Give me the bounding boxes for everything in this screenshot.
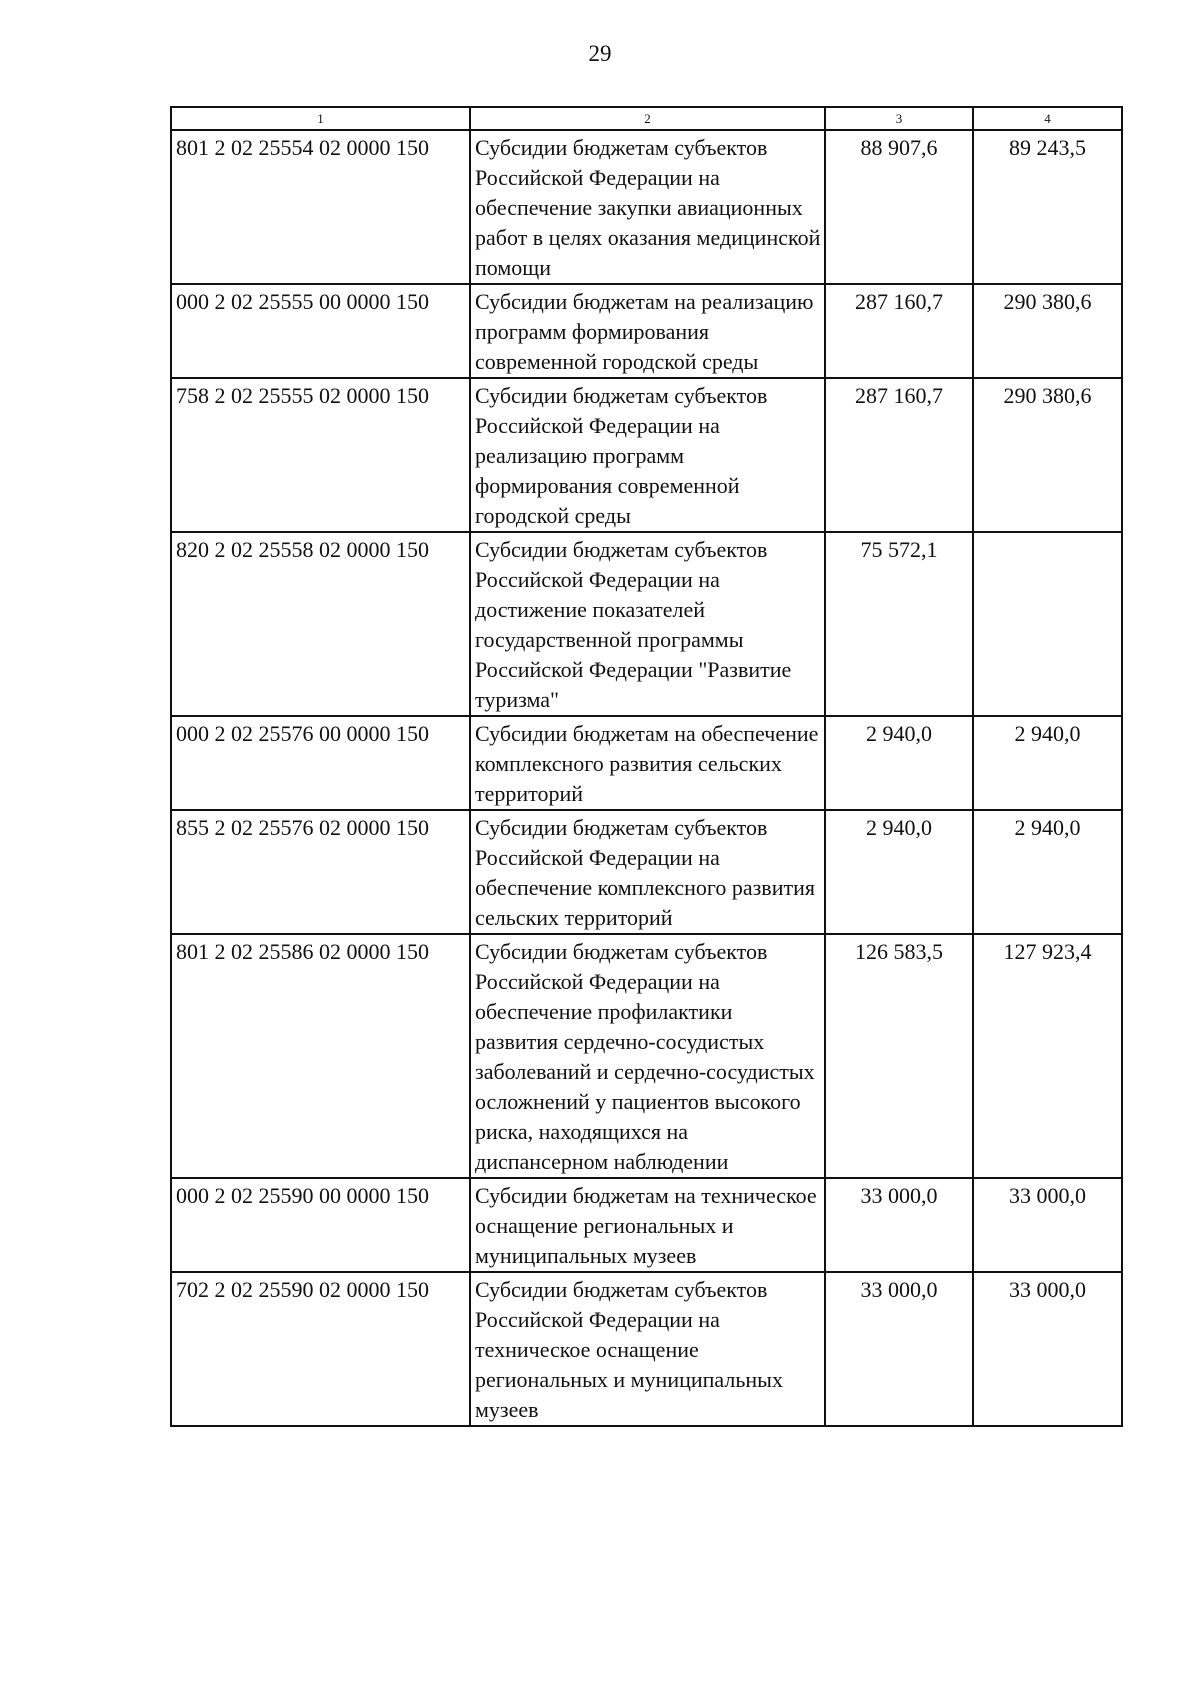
budget-code: 758 2 02 25555 02 0000 150 bbox=[171, 378, 470, 532]
item-description: Субсидии бюджетам субъектов Российской Федерации на техническое оснащение региональных и муниципальных музеев bbox=[470, 1272, 825, 1426]
column-header-4: 4 bbox=[973, 107, 1122, 130]
table-row bbox=[171, 934, 1122, 1178]
page-number: 29 bbox=[588, 41, 612, 66]
column-header-2: 2 bbox=[470, 107, 825, 130]
table-row bbox=[171, 810, 1122, 934]
column-header-3: 3 bbox=[825, 107, 973, 130]
amount-col3: 33 000,0 bbox=[825, 1178, 973, 1272]
table-row bbox=[171, 716, 1122, 810]
item-description: Субсидии бюджетам субъектов Российской Федерации на обеспечение закупки авиационных работ в целях оказания медицинской помощи bbox=[470, 130, 825, 284]
amount-col4: 290 380,6 bbox=[973, 284, 1122, 378]
amount-col3: 2 940,0 bbox=[825, 810, 973, 934]
amount-col4: 2 940,0 bbox=[973, 716, 1122, 810]
table-row bbox=[171, 1272, 1122, 1426]
item-description: Субсидии бюджетам субъектов Российской Федерации на достижение показателей государственной программы Российской Федерации "Развитие туризма" bbox=[470, 532, 825, 716]
budget-table bbox=[170, 106, 1123, 1427]
amount-col3: 33 000,0 bbox=[825, 1272, 973, 1426]
budget-code: 000 2 02 25555 00 0000 150 bbox=[171, 284, 470, 378]
table-row bbox=[171, 130, 1122, 284]
amount-col4: 89 243,5 bbox=[973, 130, 1122, 284]
table-row bbox=[171, 284, 1122, 378]
amount-col3: 287 160,7 bbox=[825, 284, 973, 378]
amount-col3: 287 160,7 bbox=[825, 378, 973, 532]
item-description: Субсидии бюджетам на техническое оснащение региональных и муниципальных музеев bbox=[470, 1178, 825, 1272]
amount-col4: 2 940,0 bbox=[973, 810, 1122, 934]
amount-col4 bbox=[973, 532, 1122, 716]
item-description: Субсидии бюджетам субъектов Российской Федерации на обеспечение профилактики развития сердечно-сосудистых заболеваний и сердечно-сосудистых осложнений у пациентов высокого риска, находящихся на диспансерном наблюдении bbox=[470, 934, 825, 1178]
table-row bbox=[171, 532, 1122, 716]
table-header-row bbox=[171, 107, 1122, 130]
amount-col4: 33 000,0 bbox=[973, 1178, 1122, 1272]
budget-code: 702 2 02 25590 02 0000 150 bbox=[171, 1272, 470, 1426]
budget-code: 855 2 02 25576 02 0000 150 bbox=[171, 810, 470, 934]
amount-col4: 33 000,0 bbox=[973, 1272, 1122, 1426]
item-description: Субсидии бюджетам субъектов Российской Федерации на реализацию программ формирования современной городской среды bbox=[470, 378, 825, 532]
amount-col3: 126 583,5 bbox=[825, 934, 973, 1178]
item-description: Субсидии бюджетам на реализацию программ формирования современной городской среды bbox=[470, 284, 825, 378]
amount-col4: 127 923,4 bbox=[973, 934, 1122, 1178]
item-description: Субсидии бюджетам субъектов Российской Федерации на обеспечение комплексного развития сельских территорий bbox=[470, 810, 825, 934]
budget-code: 801 2 02 25554 02 0000 150 bbox=[171, 130, 470, 284]
budget-code: 801 2 02 25586 02 0000 150 bbox=[171, 934, 470, 1178]
amount-col3: 88 907,6 bbox=[825, 130, 973, 284]
table-row bbox=[171, 378, 1122, 532]
budget-code: 000 2 02 25590 00 0000 150 bbox=[171, 1178, 470, 1272]
amount-col3: 75 572,1 bbox=[825, 532, 973, 716]
budget-code: 820 2 02 25558 02 0000 150 bbox=[171, 532, 470, 716]
amount-col4: 290 380,6 bbox=[973, 378, 1122, 532]
amount-col3: 2 940,0 bbox=[825, 716, 973, 810]
table-row bbox=[171, 1178, 1122, 1272]
column-header-1: 1 bbox=[171, 107, 470, 130]
budget-code: 000 2 02 25576 00 0000 150 bbox=[171, 716, 470, 810]
item-description: Субсидии бюджетам на обеспечение комплексного развития сельских территорий bbox=[470, 716, 825, 810]
